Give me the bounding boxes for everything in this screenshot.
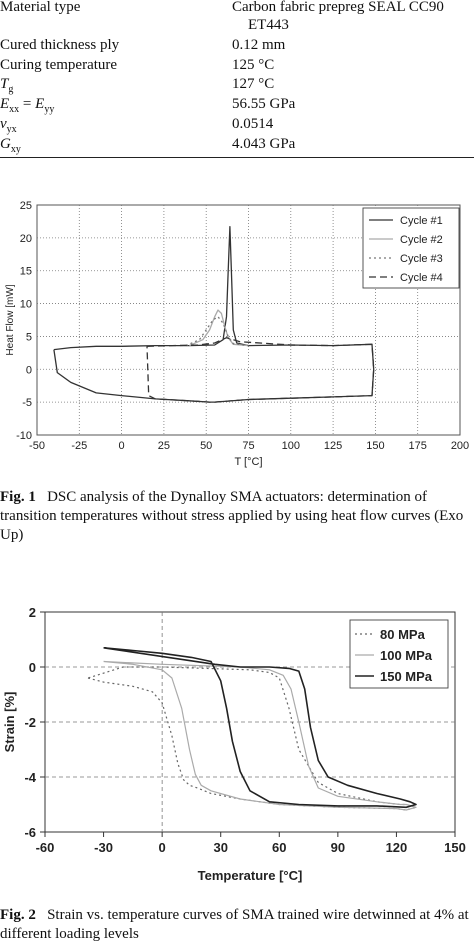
fig1-xtick-label: 50 (200, 440, 213, 452)
table-value-nu-yx: 0.0514 (232, 116, 274, 132)
fig1-xtick-label: -50 (29, 440, 45, 452)
fig1-caption (0, 488, 474, 545)
fig1-xtick-label: 0 (118, 440, 125, 452)
fig1-ytick-label: 5 (25, 331, 32, 344)
fig1-ytick-label: 20 (19, 232, 32, 245)
fig2-xtick-label: 30 (213, 840, 228, 855)
fig2-xtick-label: 60 (272, 840, 287, 855)
fig1-xtick-label: -25 (71, 440, 88, 452)
table-value-curing-temperature: 125 °C (232, 57, 275, 73)
fig1-ytick-label: 15 (19, 265, 32, 278)
fig1-xtick-label: 125 (323, 440, 343, 452)
table-label-tg: $T_g$ (0, 76, 14, 95)
table-label-curing-temperature: Curing temperature (0, 57, 118, 73)
fig1-caption-text: DSC analysis of the Dynalloy SMA actuators: determination of transition temperatures without stress applied by using heat flow curves (Exo Up) (0, 489, 464, 543)
table-value-tg: 127 °C (232, 76, 275, 92)
table-value-gxy: 4.043 GPa (232, 136, 296, 152)
fig1-legend-label: Cycle #1 (400, 215, 443, 227)
fig1-ytick-label: 10 (19, 298, 32, 311)
fig1-dsc-chart (0, 195, 474, 485)
fig2-xtick-label: -30 (94, 840, 113, 855)
fig1-ylabel: Heat Flow [mW] (5, 284, 16, 356)
fig2-xtick-label: 120 (385, 840, 408, 855)
fig2-xlabel: Temperature [°C] (197, 868, 303, 883)
table-value-material-type: Carbon fabric prepreg SEAL CC90 (232, 0, 444, 15)
fig2-ytick-label: -6 (24, 825, 36, 840)
fig2-strain-chart (0, 600, 474, 895)
fig1-xtick-label: 75 (242, 440, 255, 452)
fig2-legend-label: 80 MPa (380, 627, 425, 642)
fig1-ytick-label: -5 (22, 397, 32, 410)
fig2-xtick-label: 0 (158, 840, 166, 855)
fig1-legend-label: Cycle #2 (400, 234, 443, 246)
fig1-xlabel: T [°C] (234, 456, 263, 468)
table-value-cured-thickness: 0.12 mm (232, 37, 286, 53)
fig2-ytick-label: 0 (28, 660, 36, 675)
fig2-caption-text: Strain vs. temperature curves of SMA trained wire detwinned at 4% at different loading levels (0, 907, 469, 942)
fig1-xtick-label: 200 (450, 440, 470, 452)
fig2-xtick-label: 90 (330, 840, 346, 855)
fig1-xtick-label: 175 (408, 440, 427, 452)
table-label-nu-yx: $\nu_{yx}$ (0, 116, 17, 135)
fig2-ytick-label: -2 (24, 715, 36, 730)
table-label-exx-eyy: $E_{xx} = E_{yy}$ (0, 96, 55, 115)
table-label-gxy: $G_{xy}$ (0, 136, 21, 155)
fig1-legend-label: Cycle #3 (400, 253, 443, 265)
table-value-exx-eyy: 56.55 GPa (232, 96, 296, 112)
table-label-material-type: Material type (0, 0, 81, 15)
table-label-cured-thickness: Cured thickness ply (0, 37, 120, 53)
fig2-ytick-label: 2 (28, 605, 36, 620)
fig2-xtick-label: 150 (444, 840, 466, 855)
fig1-xtick-label: 150 (366, 440, 385, 452)
fig2-xtick-label: -60 (35, 840, 55, 855)
fig2-caption-label: Fig. 2 (0, 907, 36, 923)
table-bottom-rule (0, 157, 474, 158)
fig2-legend-label: 150 MPa (380, 669, 433, 684)
fig1-caption-label: Fig. 1 (0, 489, 36, 505)
fig1-ytick-label: -10 (16, 430, 32, 442)
fig1-xtick-label: 25 (157, 440, 171, 452)
fig1-ytick-label: 25 (19, 200, 32, 212)
table-value-material-type-line2: ET443 (248, 17, 289, 33)
fig1-ytick-label: 0 (25, 364, 32, 377)
fig1-legend-label: Cycle #4 (400, 272, 443, 284)
fig2-ylabel: Strain [%] (2, 691, 17, 753)
fig2-ytick-label: -4 (24, 770, 36, 785)
fig1-xtick-label: 100 (281, 440, 300, 452)
fig2-legend-label: 100 MPa (380, 648, 433, 663)
fig2-caption (0, 906, 474, 944)
